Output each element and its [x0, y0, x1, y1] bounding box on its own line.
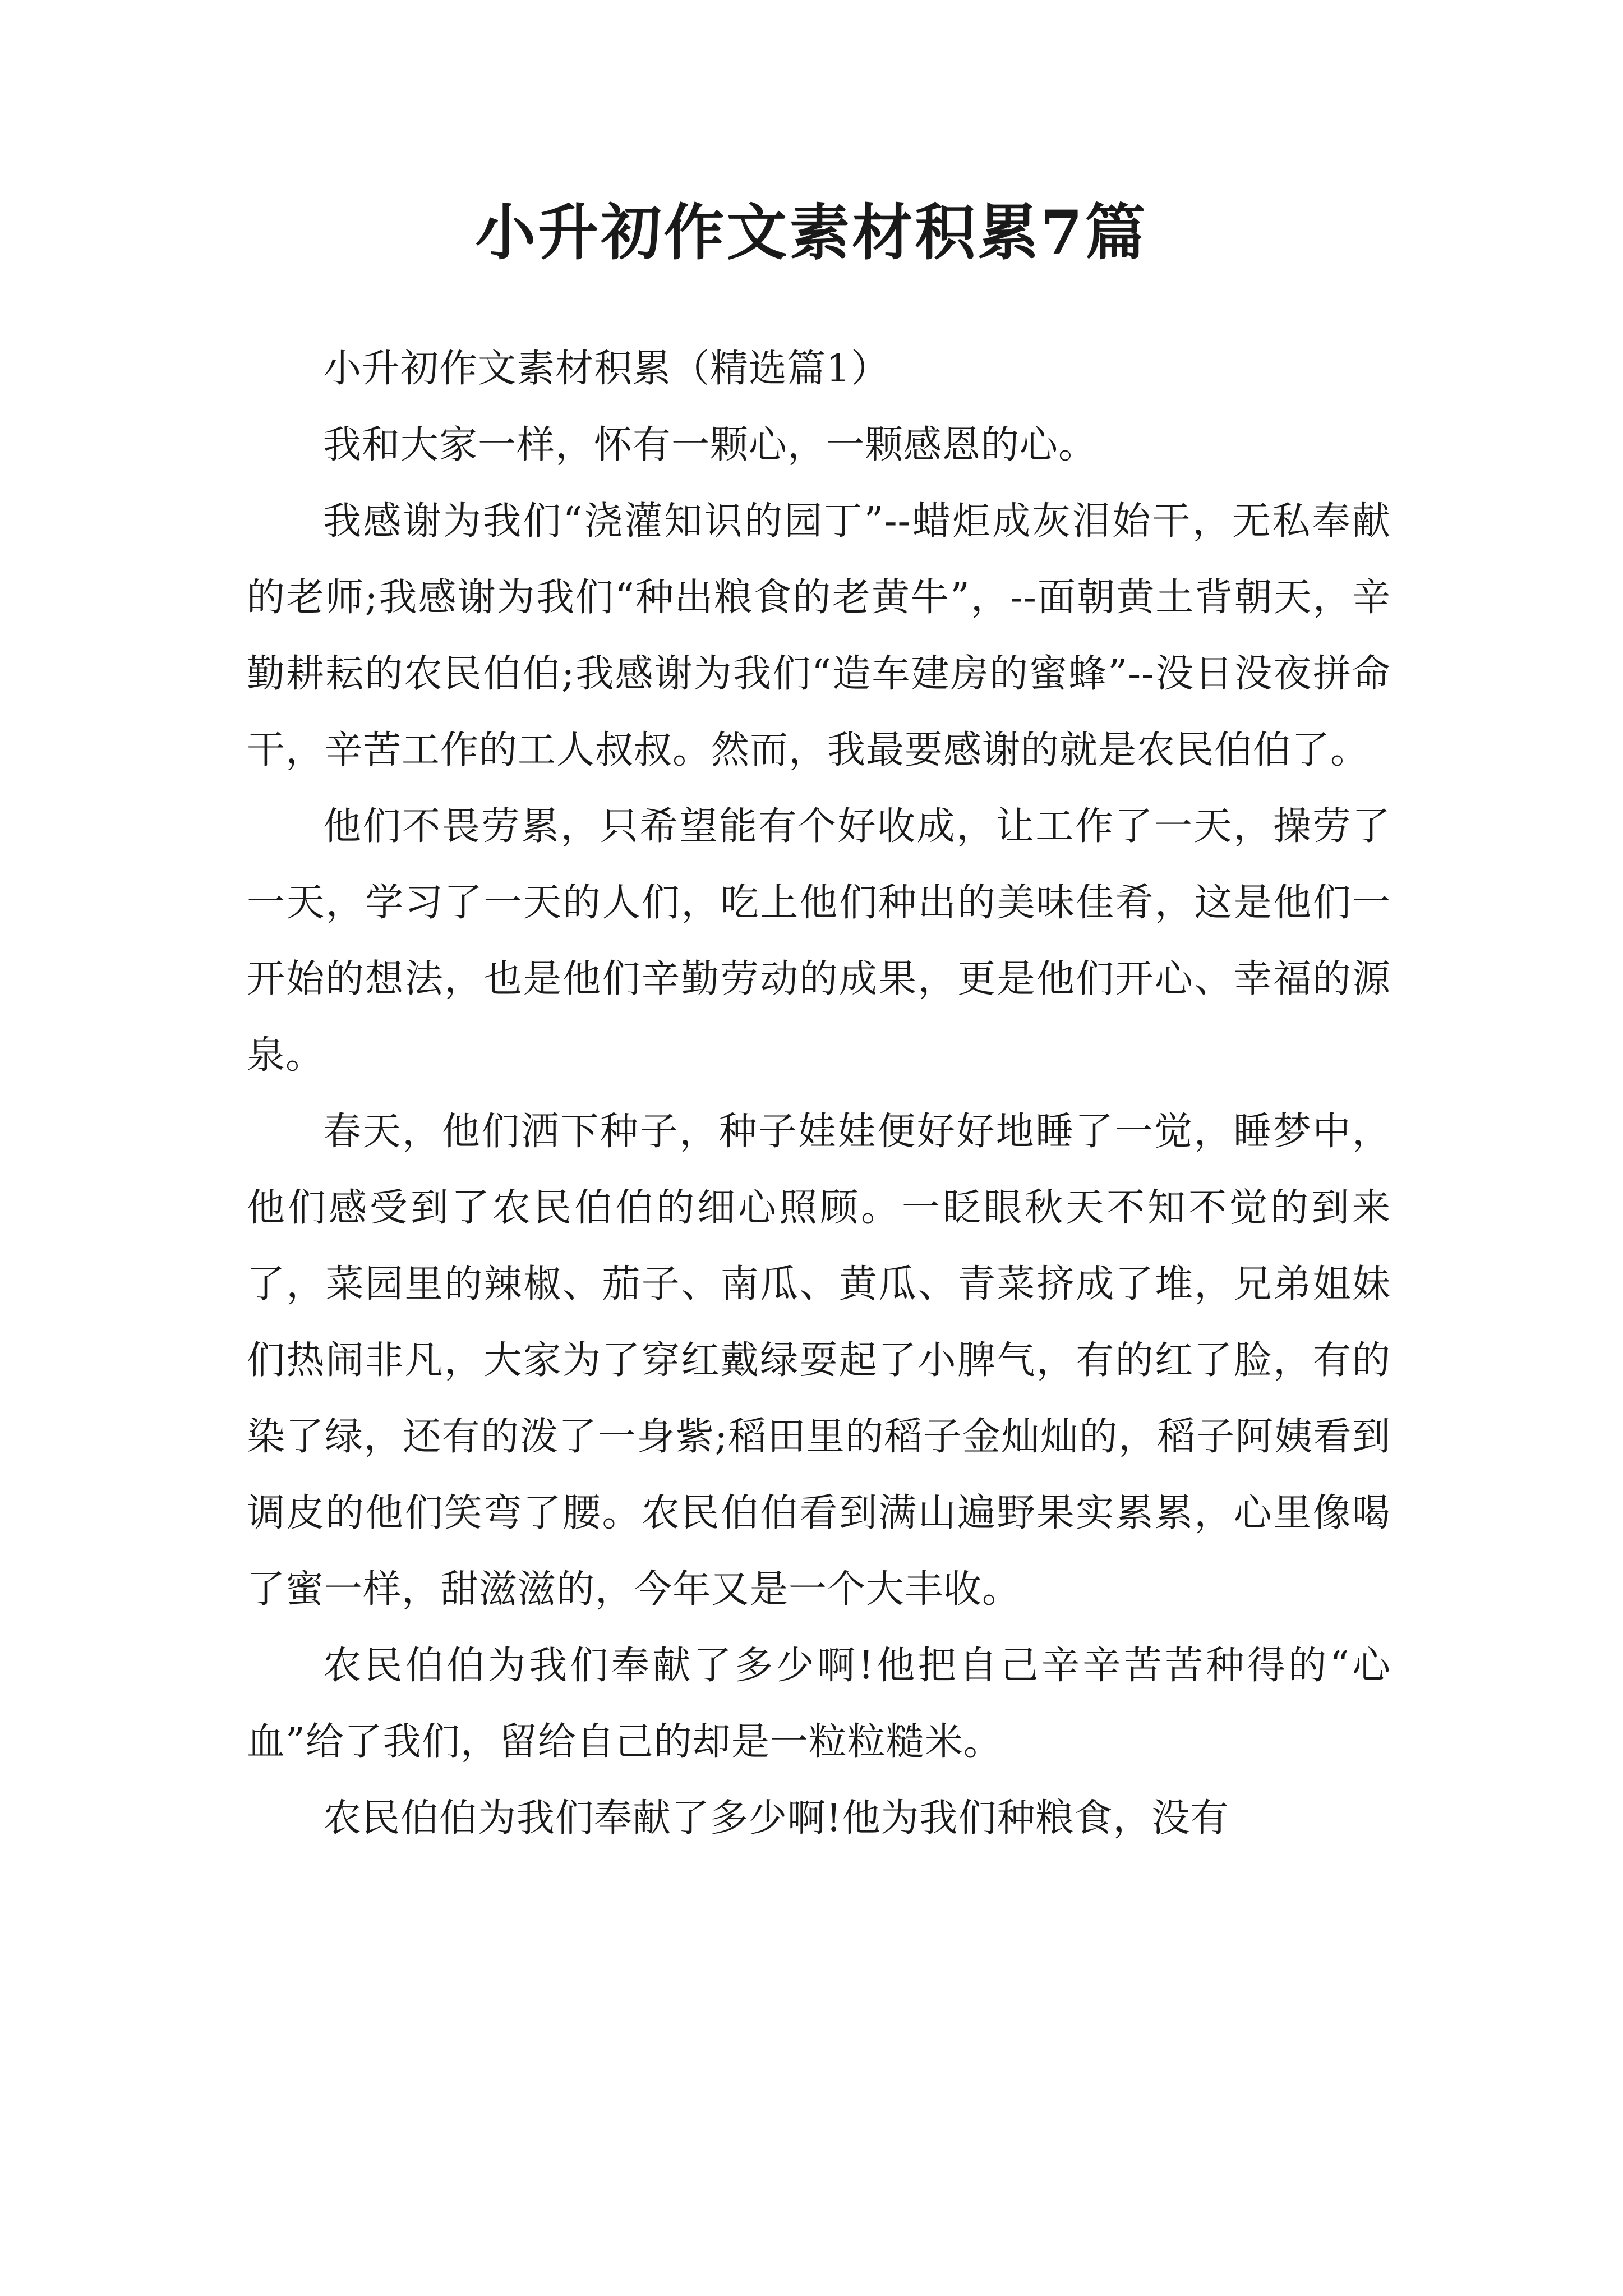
paragraph: 我感谢为我们“浇灌知识的园丁”--蜡炬成灰泪始干，无私奉献的老师;我感谢为我们“种出粮食的老黄牛”，--面朝黄土背朝天，辛勤耕耘的农民伯伯;我感谢为我们“造车建房的蜜蜂”--没日没夜拼命干，辛苦工作的工人叔叔。然而，我最要感谢的就是农民伯伯了。	[247, 499, 1391, 772]
paragraph: 农民伯伯为我们奉献了多少啊!他把自己辛辛苦苦种得的“心血”给了我们，留给自己的却是一粒粒糙米。	[247, 1644, 1391, 1764]
paragraph: 春天，他们洒下种子，种子娃娃便好好地睡了一觉，睡梦中，他们感受到了农民伯伯的细心照顾。一眨眼秋天不知不觉的到来了，菜园里的辣椒、茄子、南瓜、黄瓜、青菜挤成了堆，兄弟姐妹们热闹非凡，大家为了穿红戴绿耍起了小脾气，有的红了脸，有的染了绿，还有的泼了一身紫;稻田里的稻子金灿灿的，稻子阿姨看到调皮的他们笑弯了腰。农民伯伯看到满山遍野果实累累，心里像喝了蜜一样，甜滋滋的，今年又是一个大丰收。	[247, 1110, 1391, 1612]
section-heading: 小升初作文素材积累（精选篇1）	[323, 347, 890, 391]
paragraph: 他们不畏劳累，只希望能有个好收成，让工作了一天，操劳了一天，学习了一天的人们，吃上他们种出的美味佳肴，这是他们一开始的想法，也是他们辛勤劳动的成果，更是他们开心、幸福的源泉。	[247, 804, 1391, 1078]
document-title: 小升初作文素材积累7篇	[475, 197, 1148, 268]
paragraph: 农民伯伯为我们奉献了多少啊!他为我们种粮食，没有	[323, 1796, 1229, 1841]
document-body	[247, 331, 1391, 1857]
paragraph: 我和大家一样，怀有一颗心，一颗感恩的心。	[323, 423, 1098, 467]
